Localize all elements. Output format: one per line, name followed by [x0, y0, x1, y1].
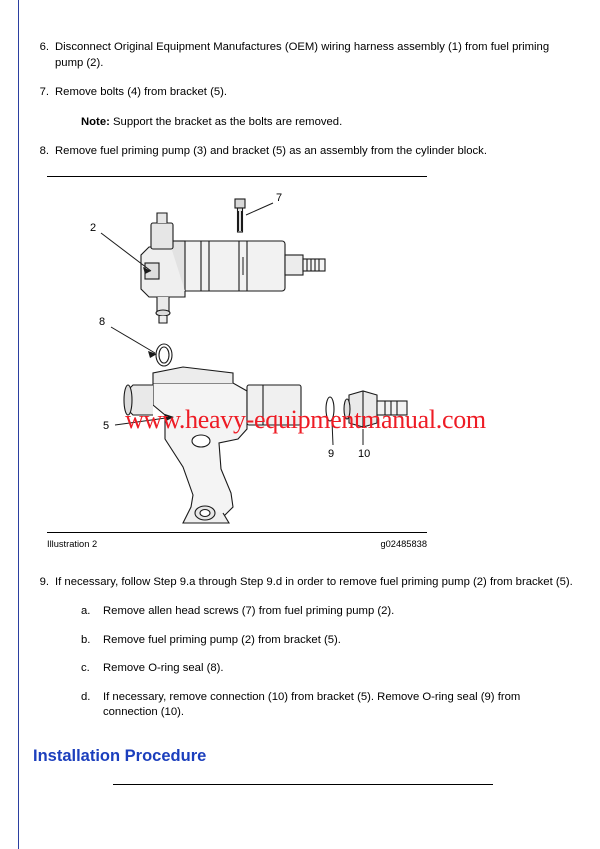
- figure-caption-label: Illustration 2: [47, 538, 98, 549]
- section-heading-installation-procedure: Installation Procedure: [33, 746, 207, 765]
- fuel-priming-pump-diagram: [33, 177, 578, 532]
- step-8-number: 8.: [39, 145, 49, 157]
- step-8-text: Remove fuel priming pump (3) and bracket (5) as an assembly from the cylinder block.: [55, 145, 487, 157]
- substep-c-text: Remove O-ring seal (8).: [103, 662, 224, 674]
- figure-bottom-rule: [47, 532, 427, 533]
- watermark-text: www.heavy-equipmentmanual.com: [125, 404, 486, 434]
- callout-5: 5: [103, 419, 110, 432]
- step-8: [33, 144, 578, 160]
- step-6-text: Disconnect Original Equipment Manufactures (OEM) wiring harness assembly (1) from fuel priming pump (2).: [55, 41, 550, 69]
- step-7-text: Remove bolts (4) from bracket (5).: [55, 86, 228, 98]
- substep-d-letter: d.: [81, 690, 91, 703]
- section-divider-rule: [113, 784, 493, 785]
- substep-c: [33, 661, 578, 677]
- substep-a-text: Remove allen head screws (7) from fuel priming pump (2).: [103, 605, 395, 617]
- page-content: [33, 40, 578, 785]
- substep-b-letter: b.: [81, 633, 91, 646]
- step-6-number: 6.: [39, 41, 49, 53]
- substep-b: [33, 633, 578, 649]
- figure-identifier: g02485838: [380, 538, 427, 549]
- figure-drawing-area: [33, 177, 578, 532]
- step-9-number: 9.: [39, 575, 49, 588]
- substep-d-text: If necessary, remove connection (10) from bracket (5). Remove O-ring seal (9) from connection (10).: [103, 690, 521, 718]
- step-6: [33, 40, 578, 71]
- note-label: Note:: [81, 115, 110, 128]
- callout-2: 2: [90, 221, 97, 234]
- substep-a-letter: a.: [81, 605, 91, 617]
- step-7-number: 7.: [39, 86, 49, 98]
- substep-c-letter: c.: [81, 662, 90, 674]
- figure-caption: [47, 539, 427, 549]
- callout-7: 7: [276, 191, 283, 204]
- callout-10: 10: [358, 447, 371, 460]
- page-left-margin-rule: [18, 0, 19, 849]
- step-9-text: If necessary, follow Step 9.a through Step 9.d in order to remove fuel priming pump (2) from bracket (5).: [55, 575, 573, 588]
- step-7: [33, 85, 578, 101]
- substep-a: [33, 604, 578, 620]
- callout-9: 9: [328, 447, 335, 460]
- callout-8: 8: [99, 315, 106, 328]
- note-text: Support the bracket as the bolts are removed.: [109, 115, 343, 128]
- step-9: [33, 575, 578, 591]
- substep-b-text: Remove fuel priming pump (2) from bracket (5).: [103, 633, 341, 646]
- note-block: [33, 115, 578, 131]
- illustration-2-figure: [33, 176, 578, 549]
- substep-d: [33, 690, 578, 721]
